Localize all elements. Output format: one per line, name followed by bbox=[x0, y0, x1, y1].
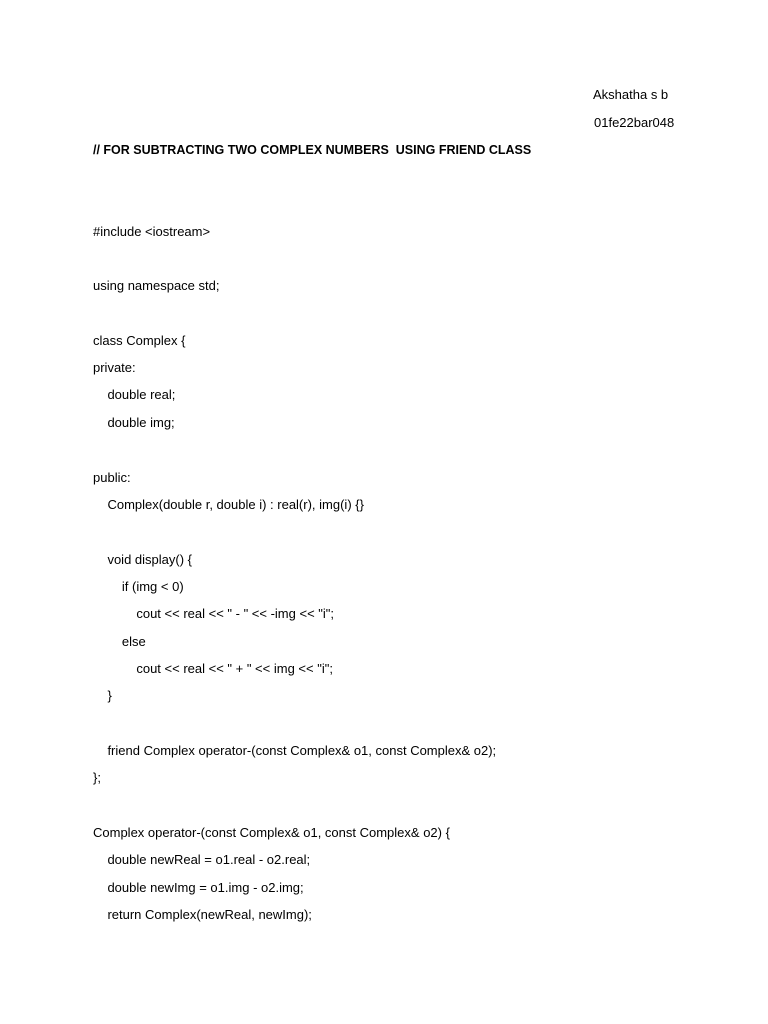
code-line: Complex operator-(const Complex& o1, const Complex& o2) { bbox=[93, 825, 450, 840]
code-line: double newReal = o1.real - o2.real; bbox=[93, 852, 311, 867]
code-line: private: bbox=[93, 360, 136, 375]
code-line: if (img < 0) bbox=[93, 579, 184, 594]
code-line: } bbox=[93, 688, 112, 703]
document-heading: // FOR SUBTRACTING TWO COMPLEX NUMBERS USING FRIEND CLASS bbox=[93, 143, 532, 157]
code-line: double img; bbox=[93, 415, 175, 430]
code-line: void display() { bbox=[93, 552, 192, 567]
code-line: Complex(double r, double i) : real(r), img(i) {} bbox=[93, 497, 364, 512]
code-line: double newImg = o1.img - o2.img; bbox=[93, 880, 304, 895]
code-line: class Complex { bbox=[93, 333, 186, 348]
author-id: 01fe22bar048 bbox=[594, 115, 675, 130]
code-line: }; bbox=[93, 770, 101, 785]
code-line: friend Complex operator-(const Complex& o1, const Complex& o2); bbox=[93, 743, 497, 758]
code-line: return Complex(newReal, newImg); bbox=[93, 907, 312, 922]
code-line: public: bbox=[93, 470, 131, 485]
code-line: using namespace std; bbox=[93, 278, 220, 293]
code-line: cout << real << " - " << -img << "i"; bbox=[93, 606, 335, 621]
code-line: #include <iostream> bbox=[93, 224, 211, 239]
author-name: Akshatha s b bbox=[593, 87, 669, 102]
code-line: else bbox=[93, 634, 146, 649]
code-line: cout << real << " + " << img << "i"; bbox=[93, 661, 333, 676]
code-line: double real; bbox=[93, 387, 176, 402]
